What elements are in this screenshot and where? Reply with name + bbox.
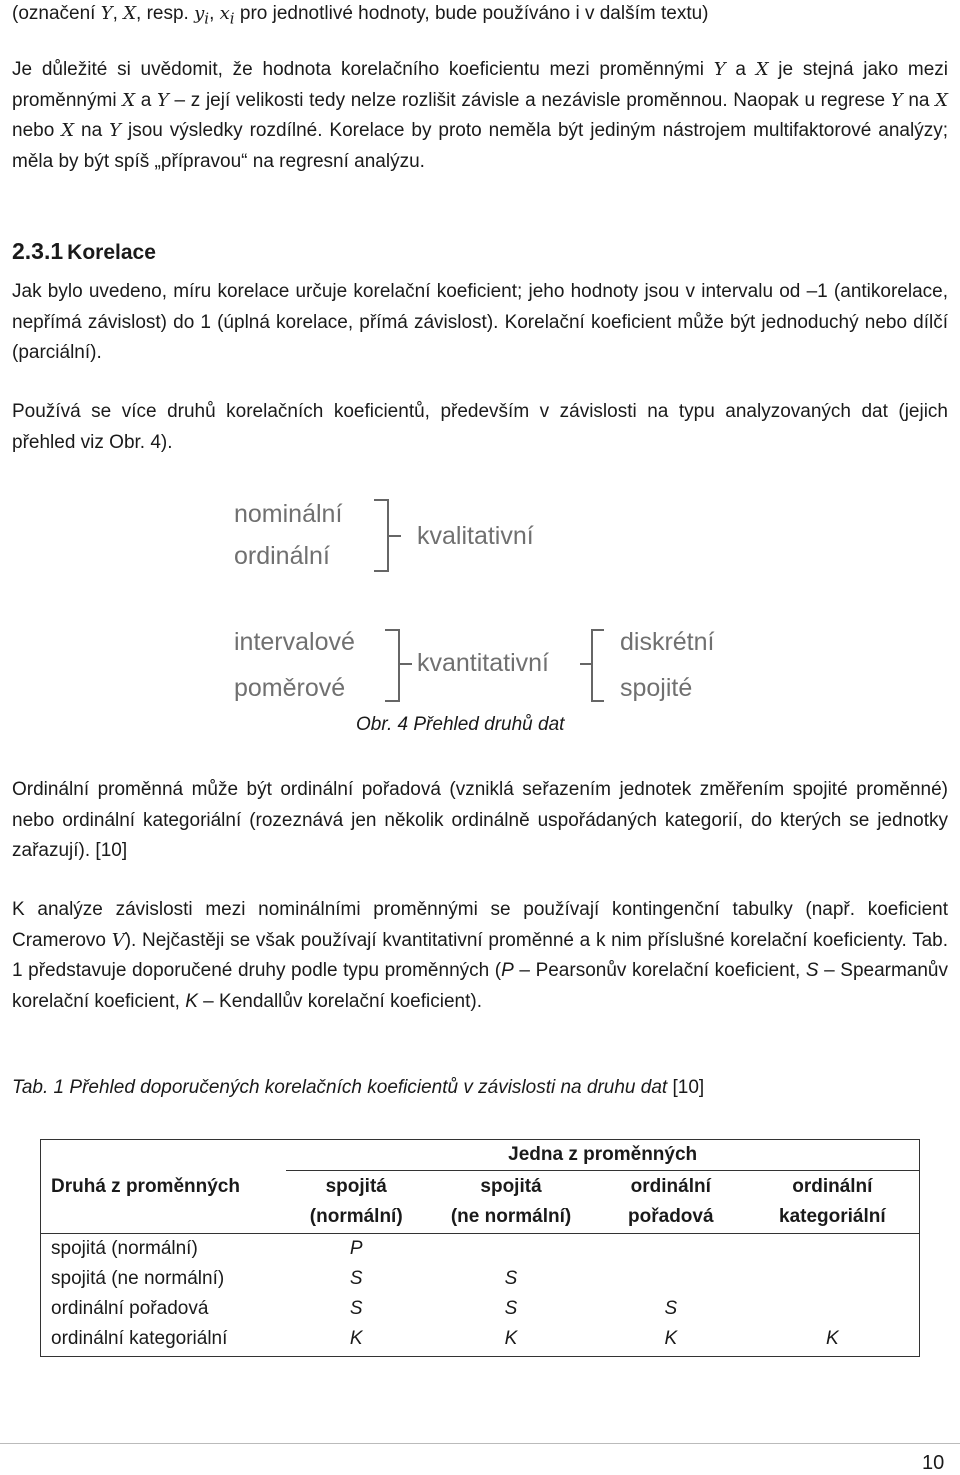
coefficient-table xyxy=(40,1139,920,1357)
table-cell: K xyxy=(426,1324,596,1357)
section-number: 2.3.1 xyxy=(12,238,64,264)
column-header xyxy=(746,1171,920,1234)
bracket-quantitative xyxy=(385,630,412,701)
table-cell xyxy=(746,1294,920,1324)
paragraph-nominal-analysis xyxy=(12,895,948,1017)
figure-caption-prefix: Obr. xyxy=(356,714,393,735)
row-label: spojitá (ne normální) xyxy=(41,1264,287,1294)
group-header-cell: Jedna z proměnných xyxy=(286,1140,919,1171)
section-title: Korelace xyxy=(67,241,156,264)
table-cell: S xyxy=(504,1268,518,1289)
column-header xyxy=(426,1171,596,1234)
intro-line xyxy=(12,0,709,34)
text-span: , resp. xyxy=(136,3,195,24)
math-var: Y xyxy=(156,89,169,111)
table-cell xyxy=(596,1264,746,1294)
symbol-pearson: P xyxy=(501,960,514,981)
bracket-quantitative-subtypes xyxy=(580,630,604,701)
table-row xyxy=(41,1324,920,1357)
label-ordinal: ordinální xyxy=(234,542,330,570)
math-var: V xyxy=(111,929,125,951)
table-cell xyxy=(746,1264,920,1294)
column-header-line: (normální) xyxy=(309,1206,403,1227)
column-header-line: pořadová xyxy=(628,1206,714,1227)
math-var: X xyxy=(123,3,137,24)
paragraph-correlation-range: Jak bylo uvedeno, míru korelace určuje korelační koeficient; jeho hodnoty jsou v intervalu od –1 (antikorelace, nepřímá závislost) do 1 (úplná korelace, přímá závislost). Korelační koeficient může být jednoduchý nebo dílčí (parciální). xyxy=(12,281,948,363)
figure-caption xyxy=(356,714,564,736)
math-var: X xyxy=(935,89,948,111)
text-span: , xyxy=(209,3,220,24)
label-quantitative: kvantitativní xyxy=(417,649,550,677)
text-span: K analýze závislosti mezi nominálními proměnnými se používají kontingenční tabulky (např. koeficient Cramerovo xyxy=(12,899,948,951)
table-cell: K xyxy=(596,1324,746,1357)
math-var: Y xyxy=(713,59,726,80)
figure-caption-text: 4 Přehled druhů dat xyxy=(392,714,565,735)
table-cell: K xyxy=(286,1324,426,1357)
page-number: 10 xyxy=(922,1452,945,1474)
column-header xyxy=(596,1171,746,1234)
table-cell: S xyxy=(349,1298,363,1319)
table-row xyxy=(41,1294,920,1324)
table-cell: S xyxy=(504,1298,518,1319)
math-var xyxy=(219,3,235,28)
row-label: ordinální pořadová xyxy=(41,1294,287,1324)
math-var: X xyxy=(122,89,136,111)
table-caption xyxy=(12,1077,704,1099)
text-span: (označení xyxy=(12,3,101,24)
diagram-brackets xyxy=(12,492,948,712)
bracket-qualitative xyxy=(374,500,401,571)
text-span: – Kendallův korelační koeficient). xyxy=(197,990,482,1012)
paragraph-coefficient-types: Používá se více druhů korelačních koeficientů, především v závislosti na typu analyzovaných dat (jejich přehled viz Obr. 4). xyxy=(12,401,948,453)
label-continuous: spojité xyxy=(620,674,693,702)
symbol-kendall: K xyxy=(185,990,198,1012)
text-span: ). Nejčastěji se však používají kvantitativní proměnné a k nim příslušné korelační koeficienty. Tab. 1 představuje doporučené druhy podle typu proměnných ( xyxy=(12,929,949,981)
label-nominal: nominální xyxy=(234,500,343,528)
table-cell xyxy=(596,1234,746,1265)
math-var: Y xyxy=(109,120,122,141)
math-var: Y xyxy=(100,3,113,24)
table-cell: S xyxy=(349,1268,363,1289)
paragraph-ordinal-variable: Ordinální proměnná může být ordinální pořadová (vzniklá seřazením jednotek změřením spojité proměnné) nebo ordinální kategoriální (rozeznává jen několik ordinálně uspořádaných kategorií, do kterých se jednotky zařazují). [10] xyxy=(12,779,948,861)
text-span: pro jednotlivé hodnoty, bude používáno i v dalším textu) xyxy=(234,3,709,24)
math-subscript: i xyxy=(204,9,210,28)
column-header-line: ordinální xyxy=(630,1176,711,1197)
table-cell xyxy=(746,1234,920,1265)
table-caption-text: Tab. 1 Přehled doporučených korelačních koeficientů v závislosti na druhu dat xyxy=(12,1077,668,1098)
text-span: , xyxy=(112,3,124,24)
symbol-spearman: S xyxy=(805,960,819,981)
text-span: – z její velikosti tedy nelze rozlišit závisle a nezávisle proměnnou. Naopak u regrese xyxy=(168,89,891,111)
section-heading xyxy=(12,238,156,265)
column-header-line: spojitá xyxy=(325,1176,387,1197)
table-caption-ref: [10] xyxy=(667,1077,705,1098)
math-var: Y xyxy=(890,89,903,111)
table-header-row xyxy=(41,1140,920,1171)
math-subscript: i xyxy=(229,9,235,28)
text-span: je stejná jako mezi proměnnými xyxy=(12,59,949,111)
math-base: x xyxy=(219,3,230,24)
row-label: ordinální kategoriální xyxy=(41,1324,287,1357)
table-row xyxy=(41,1264,920,1294)
column-header-line: kategoriální xyxy=(779,1206,886,1227)
text-span: – Pearsonův korelační koeficient, xyxy=(513,960,806,981)
text-span: jsou výsledky rozdílné. Korelace by proto neměla být jediným nástrojem multifaktorové analýzy; měla by být spíš „přípravou“ na regresní analýzu. xyxy=(12,120,948,172)
column-header-line: (ne normální) xyxy=(450,1206,572,1227)
text-span: Je důležité si uvědomit, že hodnota korelačního koeficientu mezi proměnnými xyxy=(12,59,714,80)
label-interval: intervalové xyxy=(234,628,355,656)
label-ratio: poměrové xyxy=(234,674,346,702)
table-cell: S xyxy=(664,1298,678,1319)
text-span: a xyxy=(725,59,756,80)
text-span: a xyxy=(135,89,157,111)
table-cell: K xyxy=(746,1324,920,1357)
text-span: – Spearmanův korelační koeficient, xyxy=(12,960,948,1012)
table-cell xyxy=(426,1234,596,1265)
text-span: nebo xyxy=(12,120,62,141)
footer-rule xyxy=(0,1443,960,1444)
row-header-cell: Druhá z proměnných xyxy=(41,1140,287,1234)
paragraph-correlation-symmetry xyxy=(12,55,948,177)
column-header-line: spojitá xyxy=(480,1176,542,1197)
math-var xyxy=(194,3,210,28)
column-header xyxy=(286,1171,426,1234)
data-types-diagram xyxy=(12,492,948,712)
text-span: na xyxy=(74,120,110,141)
math-var: X xyxy=(755,59,769,80)
label-discrete: diskrétní xyxy=(620,628,715,656)
math-base: y xyxy=(194,3,205,24)
math-var: X xyxy=(61,120,75,141)
column-header-line: ordinální xyxy=(792,1176,873,1197)
table-cell: P xyxy=(349,1238,363,1259)
label-qualitative: kvalitativní xyxy=(417,522,534,550)
row-label: spojitá (normální) xyxy=(41,1234,287,1265)
text-span: na xyxy=(902,89,936,111)
table-row xyxy=(41,1234,920,1265)
